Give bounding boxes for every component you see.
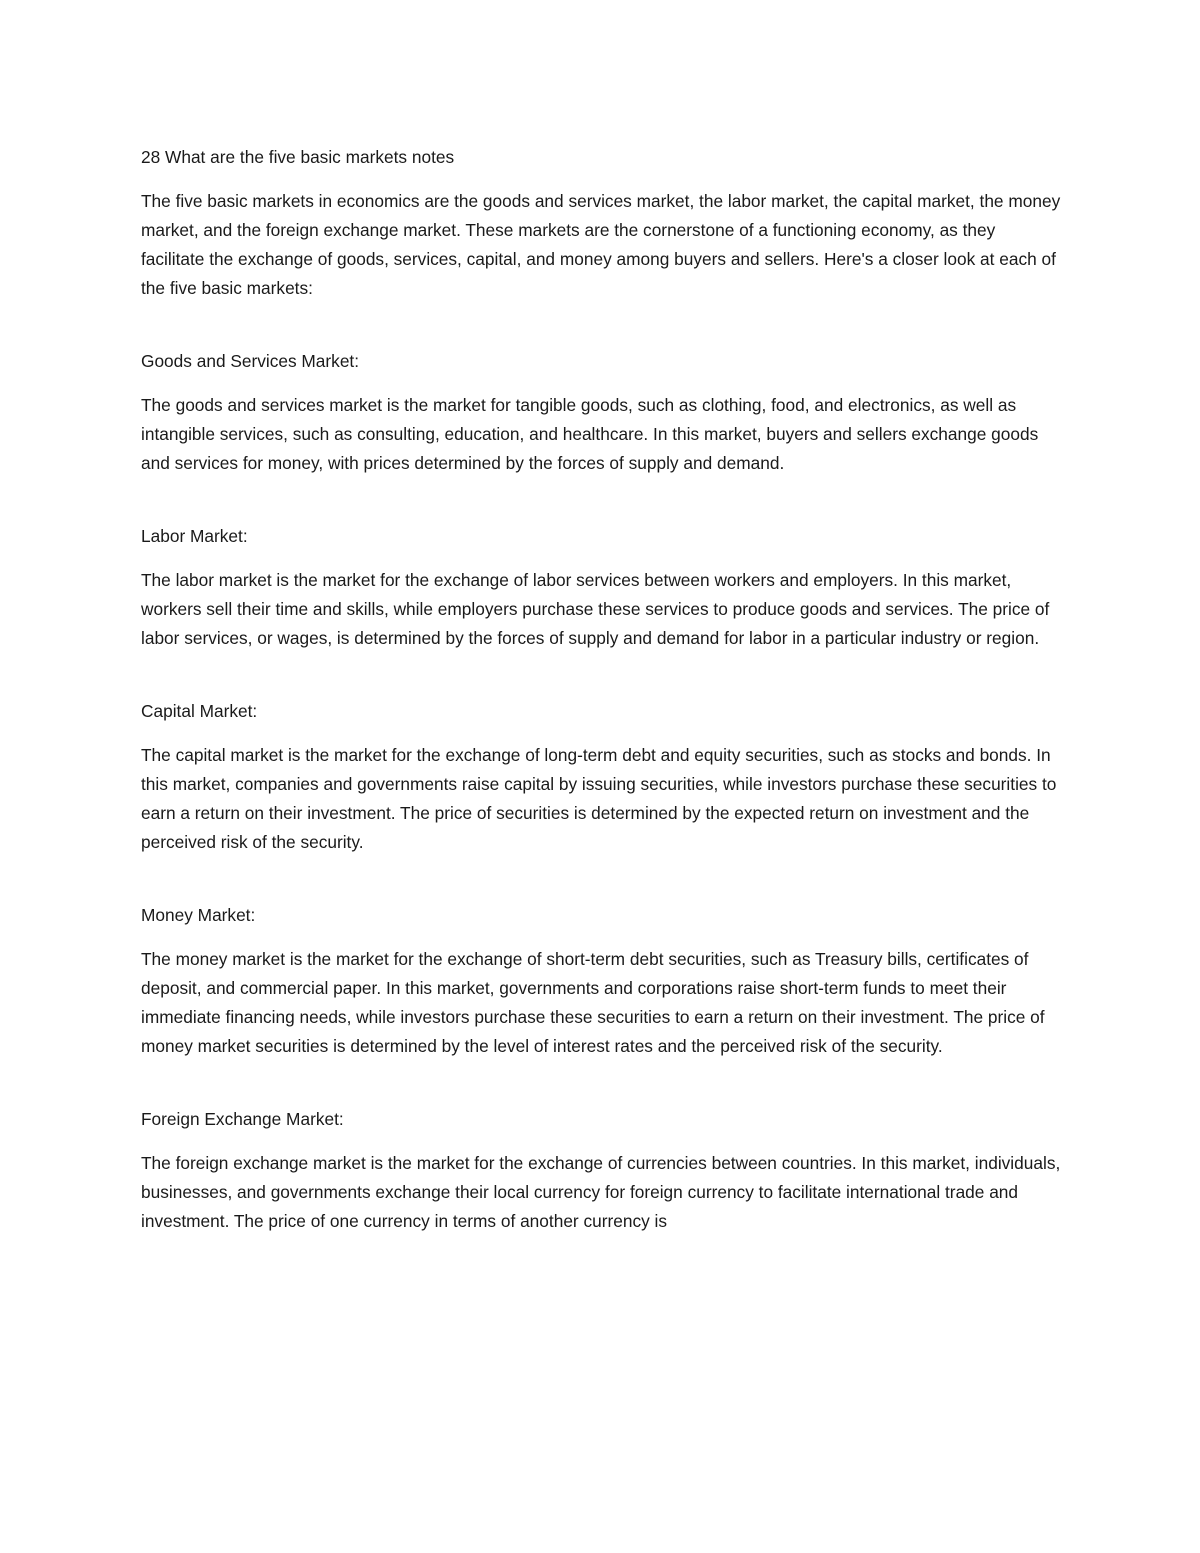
section-heading-labor: Labor Market: [141,526,248,546]
section-body-capital: The capital market is the market for the exchange of long-term debt and equity securities, such as stocks and bonds. In this market, companies and governments raise capital by issuing securities, while investors purchase these securities to earn a return on their investment. The price of securities is determined by the expected return on investment and the perceived risk of the security. [141,745,1057,852]
section-body-money: The money market is the market for the exchange of short-term debt securities, such as Treasury bills, certificates of deposit, and commercial paper. In this market, governments and corporations raise short-term funds to meet their immediate financing needs, while investors purchase these securities to earn a return on their investment. The price of money market securities is determined by the level of interest rates and the perceived risk of the security. [141,949,1045,1056]
section-body-labor: The labor market is the market for the exchange of labor services between workers and employers. In this market, workers sell their time and skills, while employers purchase these services to produce goods and services. The price of labor services, or wages, is determined by the forces of supply and demand for labor in a particular industry or region. [141,570,1050,648]
section-heading-goods-services: Goods and Services Market: [141,351,360,371]
section-body-goods-services: The goods and services market is the market for tangible goods, such as clothing, food, and electronics, as well as intangible services, such as consulting, education, and healthcare. In this market, buyers and sellers exchange goods and services for money, with prices determined by the forces of supply and demand. [141,395,1039,473]
section-body-foreign-exchange: The foreign exchange market is the market for the exchange of currencies between countries. In this market, individuals, businesses, and governments exchange their local currency for foreign currency to facilitate international trade and investment. The price of one currency in terms of another currency is [141,1153,1061,1231]
intro-paragraph: The five basic markets in economics are the goods and services market, the labor market, the capital market, the money market, and the foreign exchange market. These markets are the cornerstone of a functioning economy, as they facilitate the exchange of goods, services, capital, and money among buyers and sellers. Here's a closer look at each of the five basic markets: [141,191,1061,298]
section-heading-capital: Capital Market: [141,701,258,721]
document-title: 28 What are the five basic markets notes [141,147,455,167]
section-heading-foreign-exchange: Foreign Exchange Market: [141,1109,344,1129]
section-heading-money: Money Market: [141,905,256,925]
document-content [141,143,1061,1236]
